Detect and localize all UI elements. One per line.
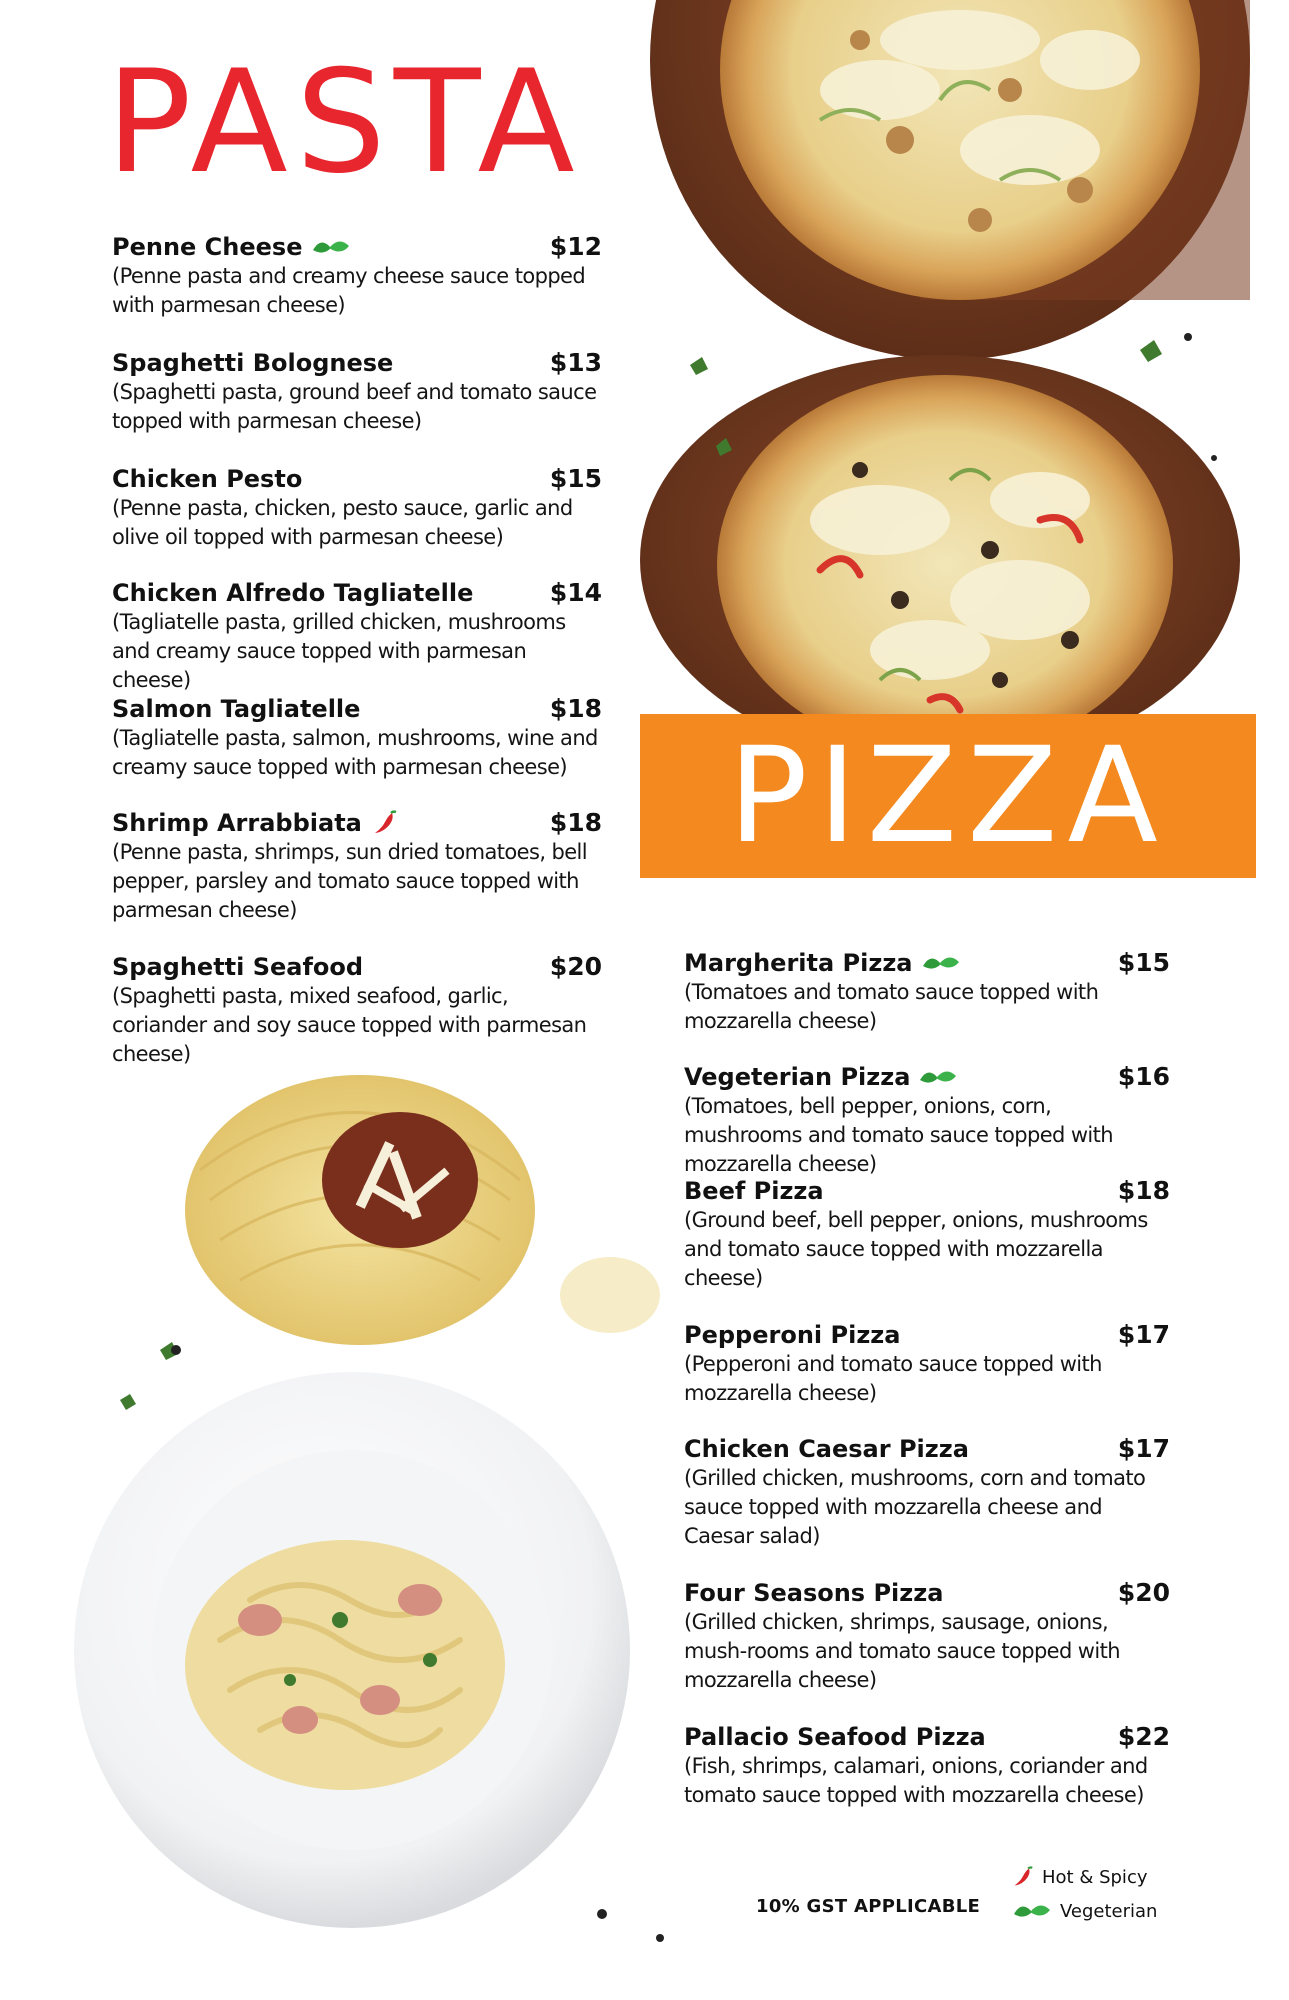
item-name: Chicken Alfredo Tagliatelle bbox=[112, 579, 474, 607]
item-name: Spaghetti Bolognese bbox=[112, 349, 394, 377]
vegeterian-leaf-icon bbox=[921, 952, 961, 974]
item-price: $15 bbox=[549, 464, 602, 493]
item-description: (Spaghetti pasta, ground beef and tomato sauce topped with parmesan cheese) bbox=[112, 380, 597, 433]
menu-item bbox=[112, 578, 602, 695]
menu-item bbox=[684, 948, 1170, 1036]
menu-item bbox=[112, 808, 602, 925]
menu-item bbox=[112, 232, 602, 320]
item-price: $16 bbox=[1117, 1062, 1170, 1091]
item-name: Penne Cheese bbox=[112, 233, 303, 261]
item-price: $14 bbox=[549, 578, 602, 607]
menu-item bbox=[112, 694, 602, 782]
top-pizza-image bbox=[650, 0, 1250, 360]
vegeterian-leaf-icon bbox=[918, 1066, 958, 1088]
item-price: $12 bbox=[549, 232, 602, 261]
vegeterian-leaf-icon bbox=[1012, 1900, 1052, 1922]
item-price: $13 bbox=[549, 348, 602, 377]
menu-item bbox=[112, 464, 602, 552]
item-name: Spaghetti Seafood bbox=[112, 953, 364, 981]
item-name: Salmon Tagliatelle bbox=[112, 695, 361, 723]
menu-item bbox=[112, 348, 602, 436]
vegeterian-leaf-icon bbox=[311, 236, 351, 258]
item-description: (Tagliatelle pasta, grilled chicken, mushrooms and creamy sauce topped with parmesan cheese) bbox=[112, 610, 566, 692]
pasta-heading: PASTA bbox=[106, 40, 583, 205]
item-description: (Spaghetti pasta, mixed seafood, garlic, coriander and soy sauce topped with parmesan cheese) bbox=[112, 984, 587, 1066]
item-description: (Grilled chicken, shrimps, sausage, onions, mush-rooms and tomato sauce topped with mozzarella cheese) bbox=[684, 1610, 1120, 1692]
item-description: (Tagliatelle pasta, salmon, mushrooms, wine and creamy sauce topped with parmesan cheese) bbox=[112, 726, 598, 779]
item-price: $22 bbox=[1117, 1722, 1170, 1751]
menu-item bbox=[684, 1722, 1170, 1810]
menu-item bbox=[684, 1434, 1170, 1551]
item-price: $17 bbox=[1117, 1434, 1170, 1463]
legend-veg bbox=[1012, 1894, 1182, 1928]
item-name: Chicken Caesar Pizza bbox=[684, 1435, 969, 1463]
item-name: Four Seasons Pizza bbox=[684, 1579, 944, 1607]
item-description: (Ground beef, bell pepper, onions, mushrooms and tomato sauce topped with mozzarella cheese) bbox=[684, 1208, 1148, 1290]
item-description: (Tomatoes and tomato sauce topped with mozzarella cheese) bbox=[684, 980, 1099, 1033]
item-name: Pallacio Seafood Pizza bbox=[684, 1723, 986, 1751]
item-price: $18 bbox=[549, 694, 602, 723]
menu-item bbox=[684, 1062, 1170, 1179]
item-price: $18 bbox=[1117, 1176, 1170, 1205]
menu-item bbox=[684, 1176, 1170, 1293]
menu-item bbox=[684, 1578, 1170, 1695]
item-name: Beef Pizza bbox=[684, 1177, 824, 1205]
item-name: Shrimp Arrabbiata bbox=[112, 809, 362, 837]
item-price: $20 bbox=[549, 952, 602, 981]
item-description: (Penne pasta and creamy cheese sauce topped with parmesan cheese) bbox=[112, 264, 586, 317]
item-description: (Fish, shrimps, calamari, onions, coriander and tomato sauce topped with mozzarella cheese) bbox=[684, 1754, 1148, 1807]
item-description: (Penne pasta, chicken, pesto sauce, garlic and olive oil topped with parmesan cheese) bbox=[112, 496, 573, 549]
item-price: $18 bbox=[549, 808, 602, 837]
item-name: Pepperoni Pizza bbox=[684, 1321, 901, 1349]
item-description: (Tomatoes, bell pepper, onions, corn, mushrooms and tomato sauce topped with mozzarella cheese) bbox=[684, 1094, 1113, 1176]
legend-spicy bbox=[1012, 1860, 1182, 1894]
pasta-plate-image bbox=[74, 1372, 630, 1928]
item-description: (Penne pasta, shrimps, sun dried tomatoes, bell pepper, parsley and tomato sauce topped with parmesan cheese) bbox=[112, 840, 588, 922]
item-description: (Grilled chicken, mushrooms, corn and tomato sauce topped with mozzarella cheese and Caesar salad) bbox=[684, 1466, 1146, 1548]
item-price: $17 bbox=[1117, 1320, 1170, 1349]
menu-item bbox=[684, 1320, 1170, 1408]
menu-item bbox=[112, 952, 602, 1069]
legend-veg-label: Vegeterian bbox=[1060, 1900, 1158, 1922]
item-description: (Pepperoni and tomato sauce topped with mozzarella cheese) bbox=[684, 1352, 1102, 1405]
item-name: Chicken Pesto bbox=[112, 465, 303, 493]
chili-pepper-icon bbox=[1012, 1865, 1034, 1889]
gst-note: 10% GST APPLICABLE bbox=[756, 1896, 981, 1917]
chili-pepper-icon bbox=[372, 810, 398, 836]
legend-spicy-label: Hot & Spicy bbox=[1042, 1866, 1148, 1888]
legend bbox=[1012, 1860, 1182, 1928]
bottom-pizza-image bbox=[640, 355, 1240, 765]
item-price: $20 bbox=[1117, 1578, 1170, 1607]
item-name: Margherita Pizza bbox=[684, 949, 913, 977]
pizza-banner bbox=[640, 714, 1256, 878]
item-price: $15 bbox=[1117, 948, 1170, 977]
item-name: Vegeterian Pizza bbox=[684, 1063, 911, 1091]
pizza-heading: PIZZA bbox=[728, 719, 1168, 873]
spaghetti-bolognese-image bbox=[185, 1075, 660, 1345]
